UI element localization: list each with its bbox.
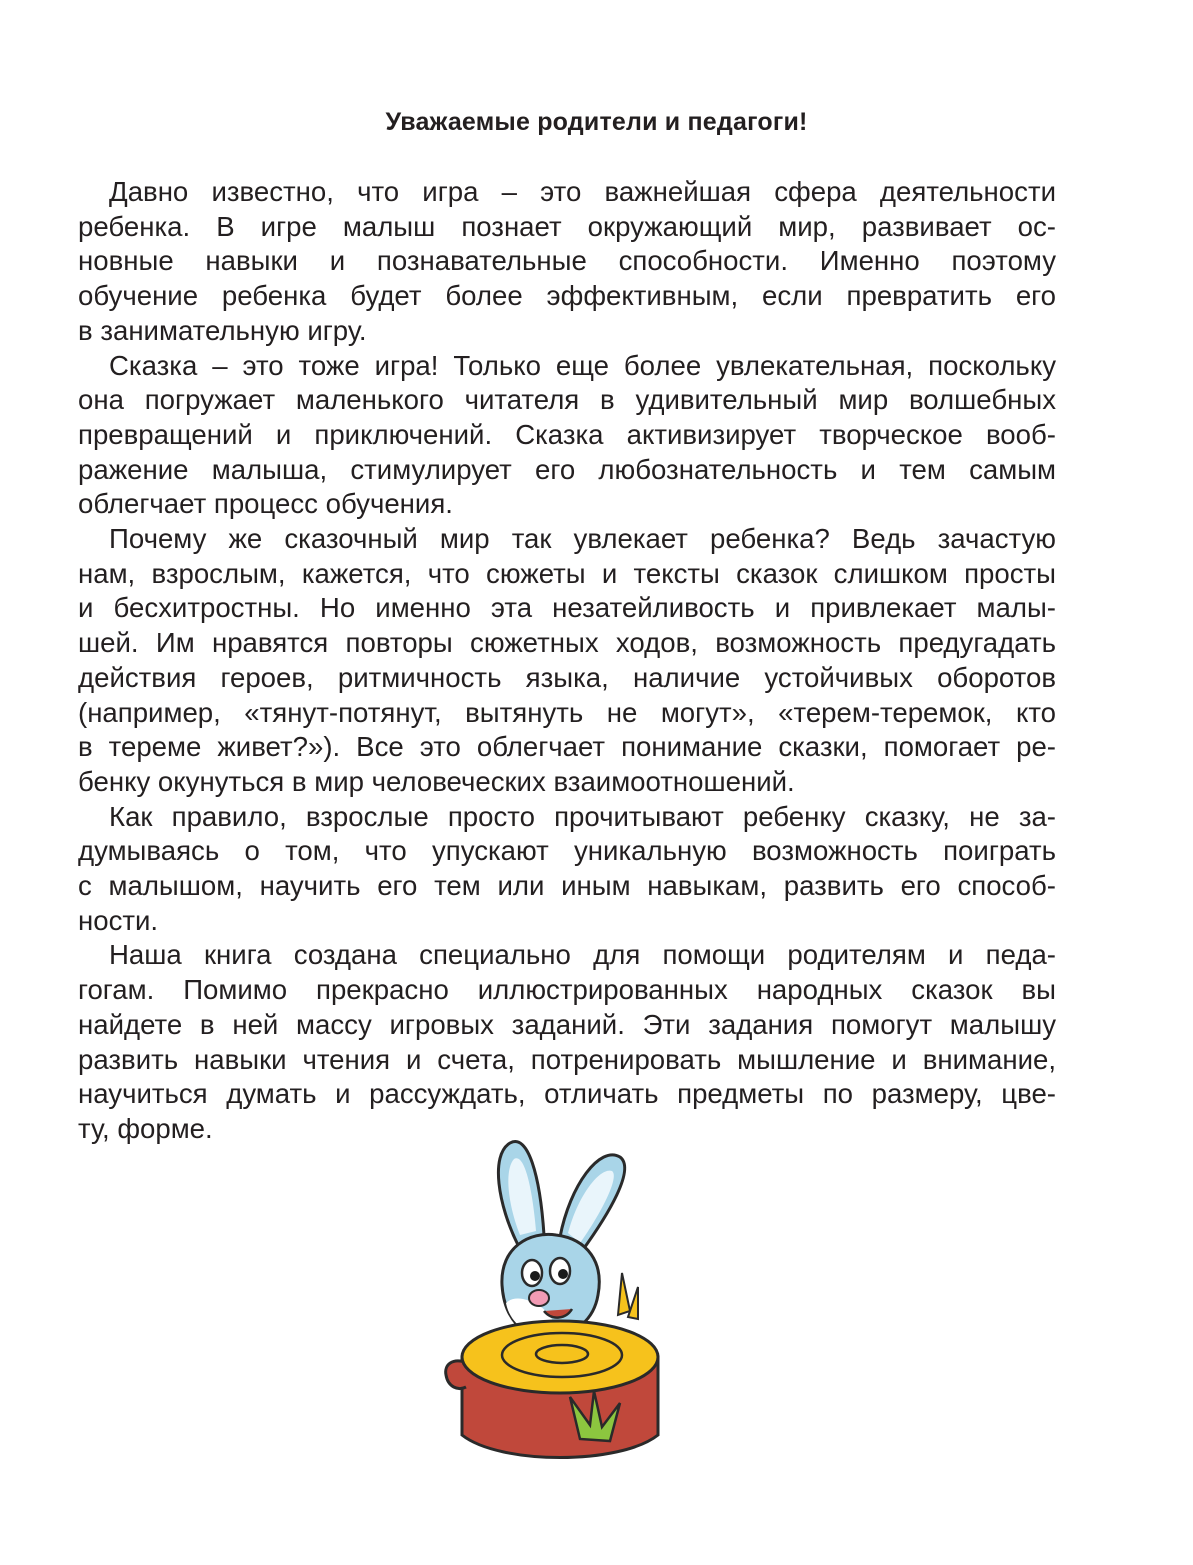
- text-line: ту, форме.: [78, 1112, 213, 1144]
- bunny-on-stump-icon: [440, 1135, 670, 1465]
- page-title: Уважаемые родители и педагоги!: [385, 108, 808, 136]
- text-line: в тереме живет?»). Все это облегчает понимание сказки, помогает ре-: [78, 731, 1056, 763]
- text-line: новные навыки и познавательные способности. Именно поэтому: [78, 245, 1056, 277]
- text-line: Давно известно, что игра – это важнейшая сфера деятельности: [109, 176, 1056, 207]
- text-line: Сказка – это тоже игра! Только еще более увлекательная, поскольку: [109, 349, 1056, 381]
- paragraph-5: [78, 938, 1056, 1146]
- text-line: действия героев, ритмичность языка, наличие устойчивых оборотов: [78, 661, 1056, 693]
- body-text: [78, 175, 1056, 1147]
- text-line: ражение малыша, стимулирует его любознательность и тем самым: [78, 453, 1056, 485]
- paragraph-4: [78, 800, 1056, 939]
- text-line: найдете в ней массу игровых заданий. Эти задания помогут малышу: [78, 1008, 1056, 1040]
- bunny-nose: [529, 1290, 549, 1306]
- text-line: ребенка. В игре малыш познает окружающий мир, развивает ос-: [78, 210, 1056, 242]
- text-line: в занимательную игру.: [78, 314, 367, 346]
- text-line: нам, взрослым, кажется, что сюжеты и тексты сказок слишком просты: [78, 557, 1056, 589]
- text-line: научиться думать и рассуждать, отличать предметы по размеру, цве-: [78, 1078, 1056, 1110]
- text-line: гогам. Помимо прекрасно иллюстрированных народных сказок вы: [78, 974, 1056, 1006]
- text-line: она погружает маленького читателя в удивительный мир волшебных: [78, 384, 1056, 416]
- paragraph-3: [78, 522, 1056, 800]
- paragraph-2: [78, 349, 1056, 523]
- text-line: и бесхитростны. Но именно эта незатейливость и привлекает малы-: [78, 592, 1056, 624]
- text-line: думываясь о том, что упускают уникальную возможность поиграть: [78, 835, 1056, 867]
- text-line: (например, «тянут-потянут, вытянуть не могут», «терем-теремок, кто: [78, 696, 1056, 728]
- paragraph-1: [78, 175, 1056, 349]
- text-line: с малышом, научить его тем или иным навыкам, развить его способ-: [78, 870, 1056, 902]
- text-line: Наша книга создана специально для помощи родителям и педа-: [109, 939, 1056, 971]
- text-line: Как правило, взрослые просто прочитывают ребенку сказку, не за-: [109, 800, 1056, 832]
- text-line: превращений и приключений. Сказка активизирует творческое вооб-: [78, 418, 1056, 450]
- text-line: шей. Им нравятся повторы сюжетных ходов, возможность предугадать: [78, 627, 1056, 659]
- text-line: Почему же сказочный мир так увлекает ребенка? Ведь зачастую: [109, 523, 1056, 555]
- text-line: бенку окунуться в мир человеческих взаимоотношений.: [78, 765, 795, 797]
- text-line: облегчает процесс обучения.: [78, 488, 453, 520]
- text-line: развить навыки чтения и счета, потренировать мышление и внимание,: [78, 1043, 1056, 1075]
- text-line: обучение ребенка будет более эффективным, если превратить его: [78, 280, 1056, 312]
- text-line: ности.: [78, 904, 159, 936]
